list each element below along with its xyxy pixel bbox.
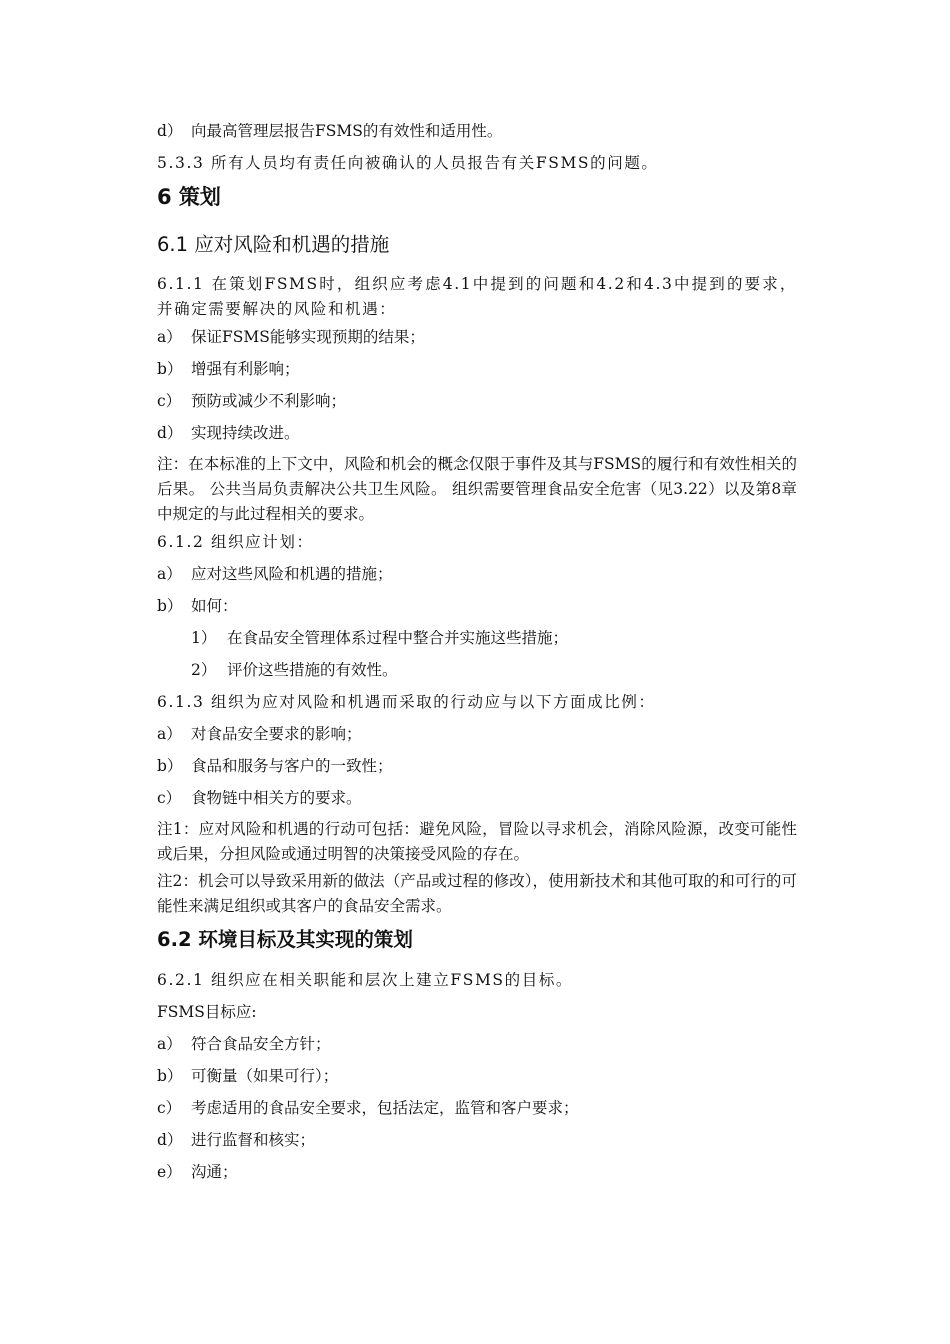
sub-list-item: 1） 在食品安全管理体系过程中整合并实施这些措施； xyxy=(191,629,569,647)
list-item: a） 对食品安全要求的影响； xyxy=(157,725,362,743)
list-item: e） 沟通； xyxy=(157,1163,238,1181)
clause-5-3-3: 5.3.3 所有人员均有责任向被确认的人员报告有关FSMS的问题。 xyxy=(157,154,659,172)
document-page xyxy=(157,118,797,1191)
objectives-intro: FSMS目标应: xyxy=(157,1003,257,1021)
note-6-1-1: 注：在本标准的上下文中，风险和机会的概念仅限于事件及其与FSMS的履行和有效性相关的后果。 公共当局负责解决公共卫生风险。 组织需要管理食品安全危害（见3.22）以及第8章中规定的与此过程相关的要求。 xyxy=(157,455,797,523)
chapter-heading-6: 6 策划 xyxy=(157,185,221,209)
list-item: a） 保证FSMS能够实现预期的结果； xyxy=(157,328,425,346)
list-item: d） 实现持续改进。 xyxy=(157,424,300,442)
list-item: b） 增强有利影响； xyxy=(157,360,300,378)
section-heading-6-2: 6.2 环境目标及其实现的策划 xyxy=(157,928,413,951)
list-item: b） 可衡量（如果可行）； xyxy=(157,1067,339,1085)
list-item: c） 预防或减少不利影响； xyxy=(157,392,347,410)
list-item xyxy=(157,118,797,144)
section-heading-6-1: 6.1 应对风险和机遇的措施 xyxy=(157,233,390,256)
note-1: 注1：应对风险和机遇的行动可包括：避免风险，冒险以寻求机会，消除风险源，改变可能性或后果，分担风险或通过明智的决策接受风险的存在。 xyxy=(157,820,797,863)
sub-list-item: 2） 评价这些措施的有效性。 xyxy=(191,661,398,679)
list-item: c） 食物链中相关方的要求。 xyxy=(157,789,362,807)
list-item-label: d） xyxy=(157,122,183,140)
list-item: a） 应对这些风险和机遇的措施； xyxy=(157,565,393,583)
clause-6-2-1: 6.2.1 组织应在相关职能和层次上建立FSMS的目标。 xyxy=(157,971,574,989)
list-item-text: 向最高管理层报告FSMS的有效性和适用性。 xyxy=(191,122,503,140)
clause-6-1-3: 6.1.3 组织为应对风险和机遇而采取的行动应与以下方面成比例： xyxy=(157,693,656,711)
list-item: c） 考虑适用的食品安全要求，包括法定，监管和客户要求； xyxy=(157,1099,579,1117)
list-item: b） 食品和服务与客户的一致性； xyxy=(157,757,393,775)
clause-6-1-2: 6.1.2 组织应计划： xyxy=(157,533,314,551)
list-item: b） 如何： xyxy=(157,597,238,615)
note-2: 注2：机会可以导致采用新的做法（产品或过程的修改），使用新技术和其他可取的和可行的可能性来满足组织或其客户的食品安全需求。 xyxy=(157,872,797,915)
clause-6-1-1: 6.1.1 在策划FSMS时，组织应考虑4.1中提到的问题和4.2和4.3中提到的要求，并确定需要解决的风险和机遇： xyxy=(157,275,797,318)
list-item: a） 符合食品安全方针； xyxy=(157,1035,331,1053)
list-item: d） 进行监督和核实； xyxy=(157,1131,316,1149)
